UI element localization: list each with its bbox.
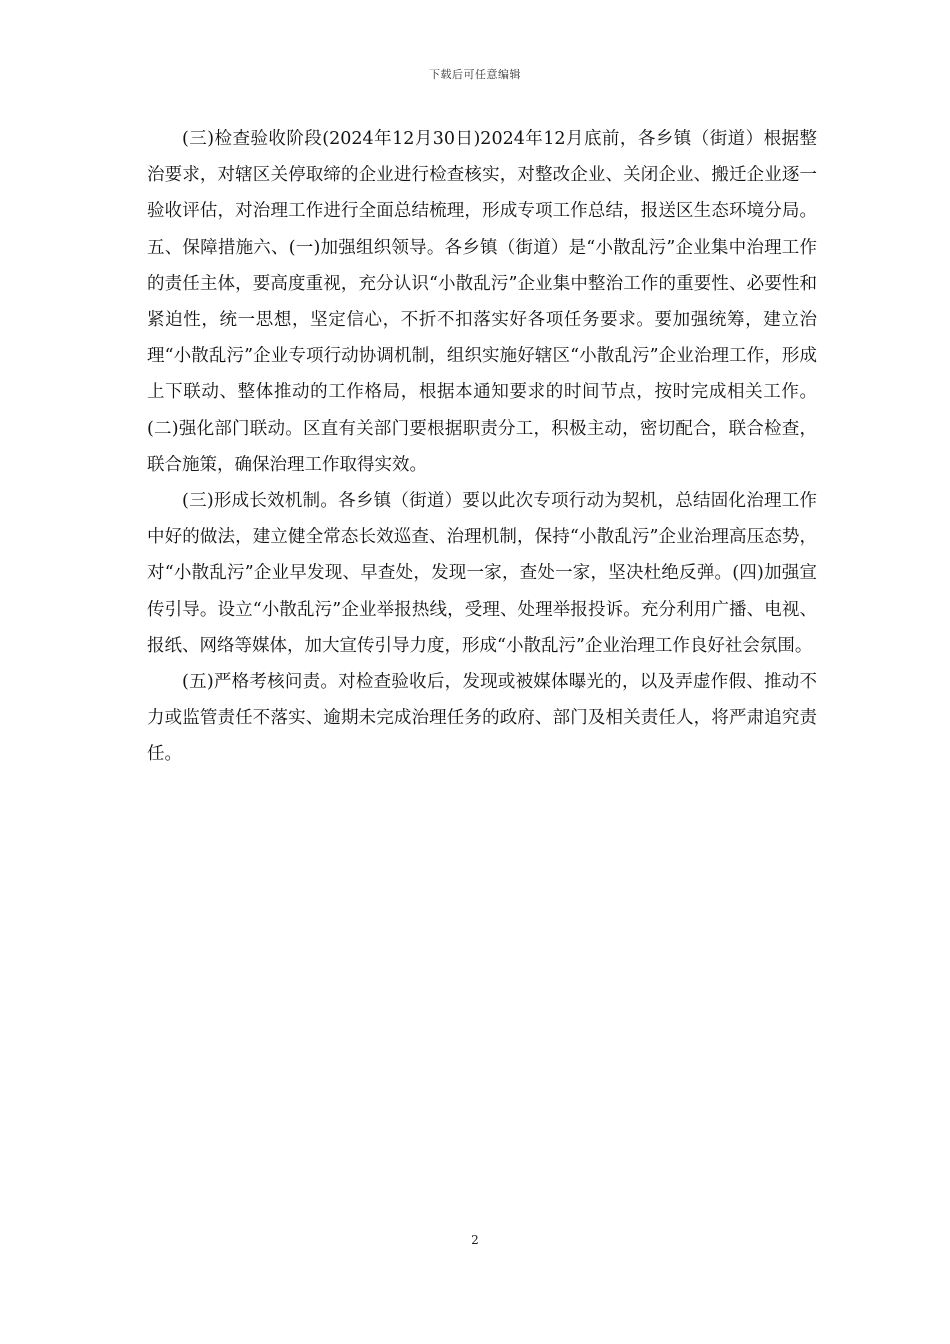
- paragraph-accountability: (五)严格考核问责。对检查验收后，发现或被媒体曝光的，以及弄虚作假、推动不力或监管责任不落实、逾期未完成治理任务的政府、部门及相关责任人，将严肃追究责任。: [147, 672, 817, 765]
- page-number: 2: [471, 1233, 479, 1247]
- paragraph-inspection-acceptance: (三)检查验收阶段(2024年12月30日)2024年12月底前，各乡镇（街道）根据整治要求，对辖区关停取缔的企业进行检查核实，对整改企业、关闭企业、搬迁企业逐一验收评估，对治理工作进行全面总结梳理，形成专项工作总结，报送区生态环境分局。五、保障措施六、(一)加强组织领导。各乡镇（街道）是“小散乱污”企业集中治理工作的责任主体，要高度重视，充分认识“小散乱污”企业集中整治工作的重要性、必要性和紧迫性，统一思想，坚定信心，不折不扣落实好各项任务要求。要加强统筹，建立治理“小散乱污”企业专项行动协调机制，组织实施好辖区“小散乱污”企业治理工作，形成上下联动、整体推动的工作格局，根据本通知要求的时间节点，按时完成相关工作。(二)强化部门联动。区直有关部门要根据职责分工，积极主动，密切配合，联合检查，联合施策，确保治理工作取得实效。: [147, 129, 817, 475]
- document-body: [147, 121, 817, 773]
- paragraph-long-term-mechanism: (三)形成长效机制。各乡镇（街道）要以此次专项行动为契机，总结固化治理工作中好的做法，建立健全常态长效巡查、治理机制，保持“小散乱污”企业治理高压态势，对“小散乱污”企业早发现、早查处，发现一家，查处一家，坚决杜绝反弹。(四)加强宣传引导。设立“小散乱污”企业举报热线，受理、处理举报投诉。充分利用广播、电视、报纸、网络等媒体，加大宣传引导力度，形成“小散乱污”企业治理工作良好社会氛围。: [147, 491, 817, 656]
- page-header: 下载后可任意编辑: [429, 68, 521, 81]
